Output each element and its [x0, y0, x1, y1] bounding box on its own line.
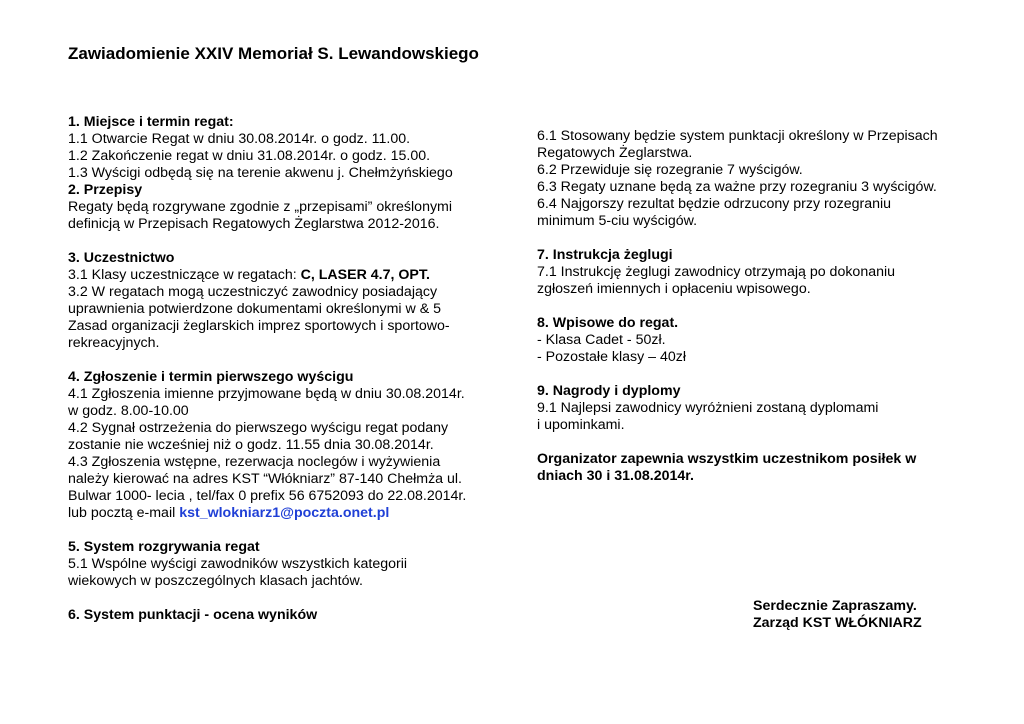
section-4-line: należy kierować na adres KST “Włókniarz” 87-140 Chełmża ul.: [68, 471, 463, 487]
section-3-classes-line: [68, 267, 508, 284]
section-5-line: wiekowych w poszczególnych klasach jachtów.: [68, 573, 363, 589]
classes-label: 3.1 Klasy uczestniczące w regatach:: [68, 267, 301, 283]
section-4-line: Bulwar 1000- lecia , tel/fax 0 prefix 56 6752093 do 22.08.2014r.: [68, 488, 467, 504]
organizer-note: Organizator zapewnia wszystkim uczestnikom posiłek w: [537, 451, 917, 467]
section-4-email-line: [68, 505, 508, 522]
section-3-heading: 3. Uczestnictwo: [68, 250, 175, 266]
section-2-line: definicją w Przepisach Regatowych Żeglarstwa 2012-2016.: [68, 216, 440, 232]
section-4-line: w godz. 8.00-10.00: [68, 403, 189, 419]
section-7-line: zgłoszeń imiennych i opłaceniu wpisowego.: [537, 281, 811, 297]
signature-block: [753, 598, 922, 632]
email-link[interactable]: kst_wlokniarz1@poczta.onet.pl: [179, 505, 390, 521]
left-column: [68, 114, 508, 624]
section-6-line: 6.3 Regaty uznane będą za ważne przy rozegraniu 3 wyścigów.: [537, 179, 937, 195]
section-4-line: 4.2 Sygnał ostrzeżenia do pierwszego wyścigu regat podany: [68, 420, 449, 436]
section-7-heading: 7. Instrukcja żeglugi: [537, 247, 673, 263]
organizer-note: dniach 30 i 31.08.2014r.: [537, 468, 694, 484]
section-5-heading: 5. System rozgrywania regat: [68, 539, 260, 555]
section-7-line: 7.1 Instrukcję żeglugi zawodnicy otrzymają po dokonaniu: [537, 264, 896, 280]
section-2-heading: 2. Przepisy: [68, 182, 143, 198]
section-4-line: zostanie nie wcześniej niż o godz. 11.55 dnia 30.08.2014r.: [68, 437, 434, 453]
section-4-heading: 4. Zgłoszenie i termin pierwszego wyścigu: [68, 369, 354, 385]
section-9-line: i upominkami.: [537, 417, 625, 433]
section-1-line: 1.2 Zakończenie regat w dniu 31.08.2014r. o godz. 15.00.: [68, 148, 431, 164]
signature-sender: Zarząd KST WŁÓKNIARZ: [753, 615, 922, 631]
section-3-line: uprawnienia potwierdzone dokumentami określonymi w & 5: [68, 301, 442, 317]
section-2-line: Regaty będą rozgrywane zgodnie z „przepisami” określonymi: [68, 199, 453, 215]
signature-greeting: Serdecznie Zapraszamy.: [753, 598, 917, 614]
right-column: [537, 128, 977, 485]
section-6-line: Regatowych Żeglarstwa.: [537, 145, 693, 161]
classes-value: C, LASER 4.7, OPT.: [300, 267, 430, 283]
document-title: Zawiadomienie XXIV Memoriał S. Lewandowskiego: [68, 44, 479, 63]
section-8-heading: 8. Wpisowe do regat.: [537, 315, 679, 331]
section-4-line: 4.3 Zgłoszenia wstępne, rezerwacja noclegów i wyżywienia: [68, 454, 441, 470]
section-6-heading: 6. System punktacji - ocena wyników: [68, 607, 318, 623]
section-6-line: 6.4 Najgorszy rezultat będzie odrzucony przy rozegraniu: [537, 196, 892, 212]
email-label: lub pocztą e-mail: [68, 505, 180, 521]
section-9-line: 9.1 Najlepsi zawodnicy wyróżnieni zostaną dyplomami: [537, 400, 879, 416]
section-6-line: minimum 5-ciu wyścigów.: [537, 213, 698, 229]
section-8-line: - Klasa Cadet - 50zł.: [537, 332, 666, 348]
section-6-line: 6.1 Stosowany będzie system punktacji określony w Przepisach: [537, 128, 938, 144]
section-3-line: Zasad organizacji żeglarskich imprez sportowych i sportowo-: [68, 318, 450, 334]
section-6-line: 6.2 Przewiduje się rozegranie 7 wyścigów.: [537, 162, 803, 178]
section-1-line: 1.3 Wyścigi odbędą się na terenie akwenu j. Chełmżyńskiego: [68, 165, 453, 181]
section-8-line: - Pozostałe klasy – 40zł: [537, 349, 687, 365]
section-4-line: 4.1 Zgłoszenia imienne przyjmowane będą w dniu 30.08.2014r.: [68, 386, 465, 402]
section-3-line: rekreacyjnych.: [68, 335, 160, 351]
section-3-line: 3.2 W regatach mogą uczestniczyć zawodnicy posiadający: [68, 284, 438, 300]
section-1-line: 1.1 Otwarcie Regat w dniu 30.08.2014r. o godz. 11.00.: [68, 131, 411, 147]
section-5-line: 5.1 Wspólne wyścigi zawodników wszystkich kategorii: [68, 556, 408, 572]
section-1-heading: 1. Miejsce i termin regat:: [68, 114, 234, 130]
section-9-heading: 9. Nagrody i dyplomy: [537, 383, 681, 399]
